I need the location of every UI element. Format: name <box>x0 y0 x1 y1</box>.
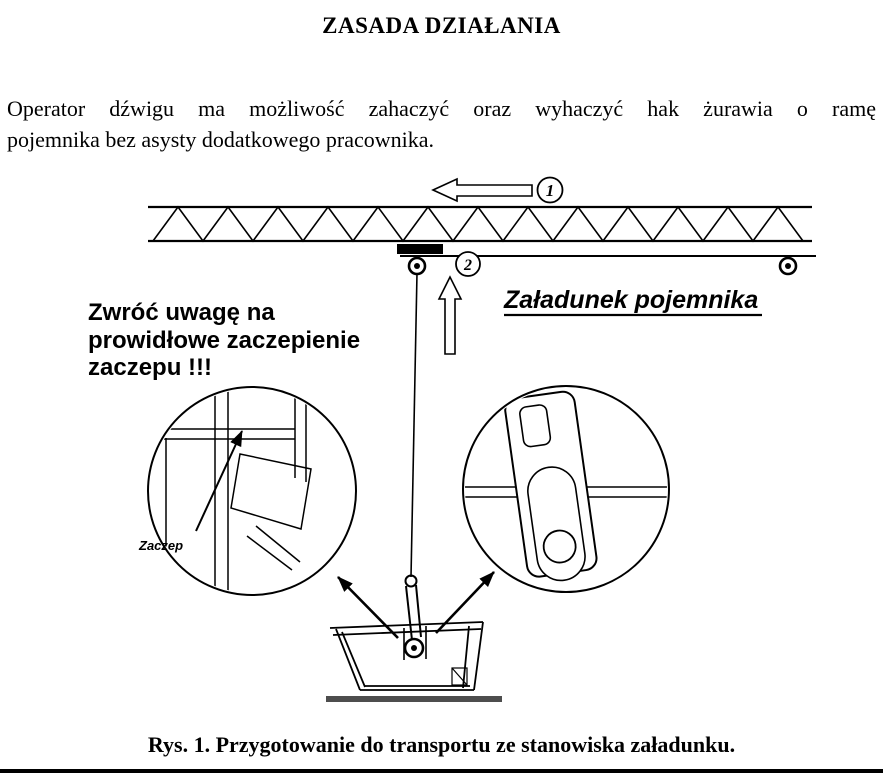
trolley <box>397 244 443 274</box>
page-title: ZASADA DZIAŁANIA <box>322 13 561 38</box>
beam-end-wheel <box>780 258 796 274</box>
travel-direction-arrow-icon <box>433 179 532 201</box>
warning-line: zaczepu !!! <box>88 354 213 381</box>
zaczep-label: Zaczep <box>139 538 184 553</box>
crane-truss <box>148 207 816 256</box>
crane-cable <box>411 273 417 577</box>
step-1-label: 1 <box>545 181 555 200</box>
container <box>330 622 483 690</box>
detail-arrow-right <box>436 572 494 633</box>
warning-note <box>88 299 360 381</box>
step-2-label: 2 <box>464 257 472 274</box>
loading-step-label <box>503 286 762 315</box>
detail-arrow-left <box>338 577 398 638</box>
ground-line <box>326 696 502 702</box>
detail-circle-left <box>138 387 356 595</box>
crane-hook <box>405 576 423 658</box>
loading-label-text: Załadunek pojemnika <box>504 286 759 314</box>
intro-line: pojemnika bez asysty dodatkowego pracownika. <box>7 127 435 152</box>
page-bottom-edge <box>0 769 883 773</box>
warning-line: Zwróć uwagę na <box>88 299 275 326</box>
warning-line: prowidłowe zaczepienie <box>88 327 361 354</box>
intro-line: Operator dźwigu ma możliwość zahaczyć oraz wyhaczyć hak żurawia o ramę <box>7 96 876 121</box>
step-1-badge <box>538 178 563 203</box>
step-2-badge <box>456 252 480 276</box>
figure-caption: Rys. 1. Przygotowanie do transportu ze stanowiska załadunku. <box>147 732 736 757</box>
lift-direction-arrow-icon <box>439 277 461 354</box>
detail-circle-right <box>463 386 669 592</box>
